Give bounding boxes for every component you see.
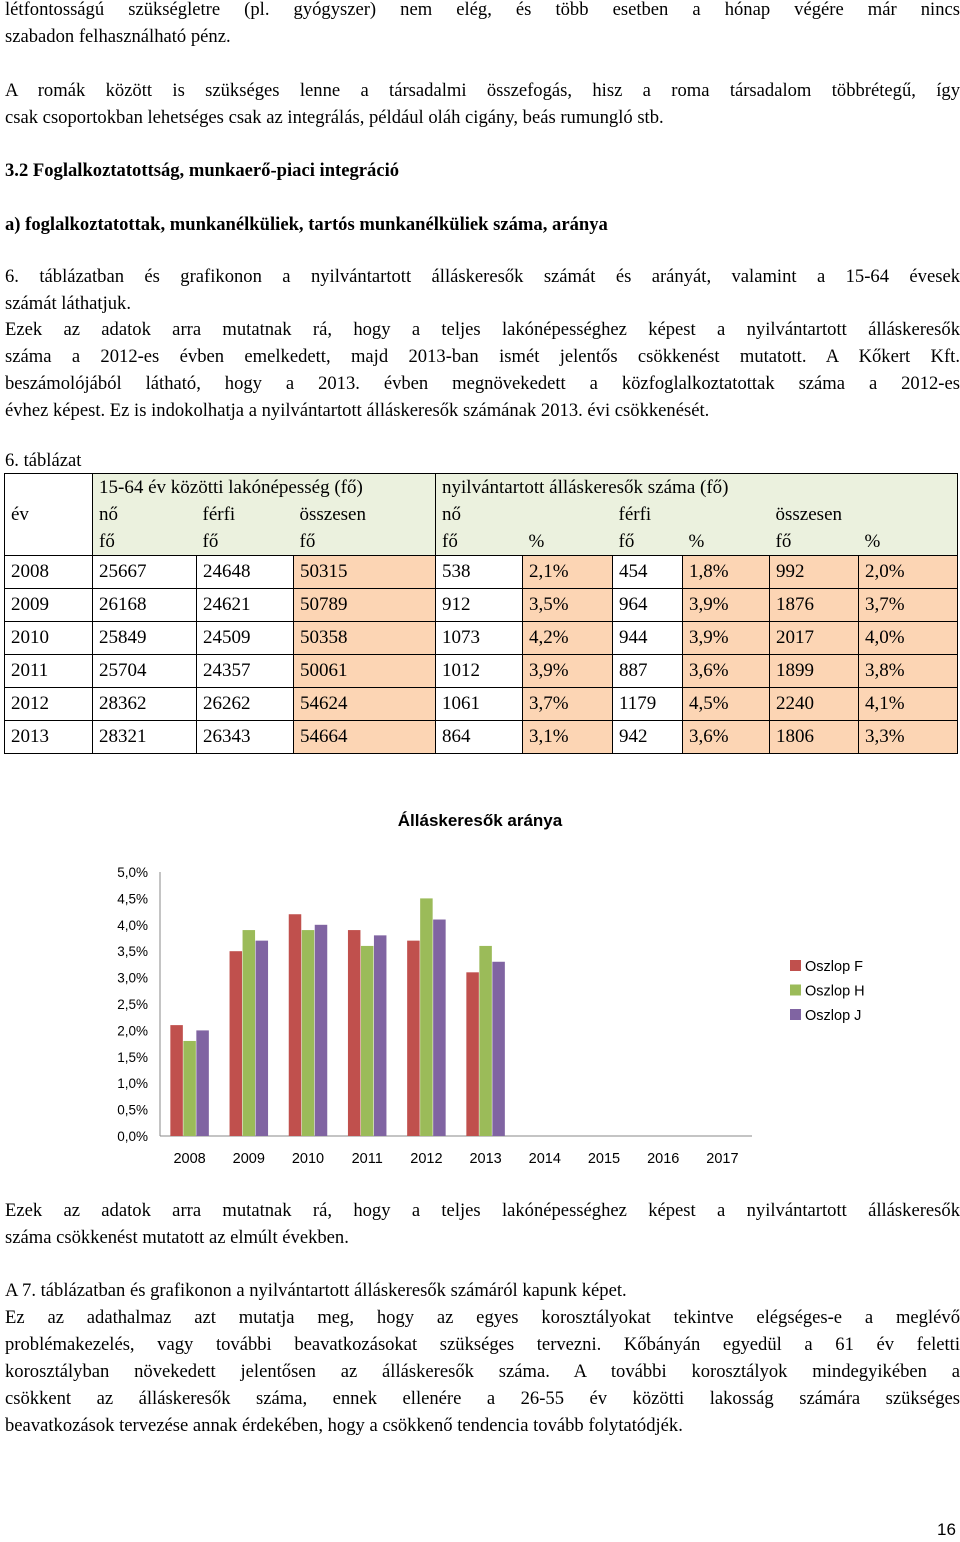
y-tick-label: 3,5%	[117, 944, 148, 960]
y-tick-label: 4,0%	[117, 917, 148, 933]
legend-label: Oszlop H	[805, 983, 865, 1000]
text-line: számát láthatjuk.	[5, 293, 131, 314]
table-cell: 28362	[93, 688, 197, 721]
year-cell: 2012	[5, 688, 93, 721]
subheader-cell: nő	[436, 501, 613, 528]
bar-oszlop-j	[315, 925, 328, 1136]
text-line: beavatkozások tervezése annak érdekében, hogy a csökkenő tendencia tovább folytatódjék.	[5, 1415, 683, 1436]
bar-oszlop-f	[466, 972, 479, 1136]
table-cell: 26343	[197, 721, 294, 754]
table-row	[5, 721, 958, 754]
legend-label: Oszlop J	[805, 1008, 862, 1024]
chart-title: Álláskeresők aránya	[397, 811, 563, 830]
group-population-header: 15-64 év közötti lakónépesség (fő)	[93, 474, 436, 502]
table-cell: 912	[436, 589, 523, 622]
unit-cell: fő	[294, 528, 436, 556]
legend-swatch	[790, 985, 801, 996]
bar-oszlop-f	[348, 930, 361, 1136]
bar-oszlop-f	[230, 951, 243, 1136]
x-tick-label: 2014	[528, 1151, 561, 1167]
table-cell: 4,5%	[683, 688, 770, 721]
table-cell: 3,9%	[683, 622, 770, 655]
table-cell: 4,1%	[859, 688, 958, 721]
bar-oszlop-j	[374, 935, 387, 1136]
text-line: korosztályban növekedett jelentősen az álláskeresők száma. A további korosztályok mindegyikében a	[5, 1361, 960, 1382]
unit-cell: fő	[770, 528, 859, 556]
table-cell: 3,9%	[523, 655, 613, 688]
text-line: beszámolójából látható, hogy a 2013. évben megnövekedett a közfoglalkoztatottak száma a 2012-es	[5, 373, 960, 394]
legend-swatch	[790, 960, 801, 971]
table-cell: 54664	[294, 721, 436, 754]
table-cell: 454	[613, 556, 683, 589]
analysis-paragraph	[5, 316, 960, 424]
x-tick-label: 2009	[232, 1151, 265, 1167]
text-line: létfontosságú szükségletre (pl. gyógyszer) nem elég, és több esetben a hónap végére már nincs	[5, 0, 960, 20]
table-cell: 538	[436, 556, 523, 589]
text-line: Ezek az adatok arra mutatnak rá, hogy a teljes lakónépességhez képest a nyilvántartott álláskeresők	[5, 1200, 960, 1221]
table-cell: 3,8%	[859, 655, 958, 688]
table-cell: 3,1%	[523, 721, 613, 754]
x-tick-label: 2016	[647, 1151, 680, 1167]
bar-oszlop-j	[196, 1030, 209, 1136]
subheader-cell: nő	[93, 501, 197, 528]
y-tick-label: 2,0%	[117, 1023, 148, 1039]
conclusion-paragraph	[5, 1197, 960, 1251]
bar-oszlop-j	[492, 962, 505, 1136]
table-cell: 50061	[294, 655, 436, 688]
table-cell: 24357	[197, 655, 294, 688]
table-cell: 50315	[294, 556, 436, 589]
table-cell: 1899	[770, 655, 859, 688]
unit-cell: fő	[93, 528, 197, 556]
table-cell: 3,6%	[683, 655, 770, 688]
bar-oszlop-h	[420, 898, 433, 1136]
x-tick-label: 2013	[469, 1151, 502, 1167]
table-cell: 864	[436, 721, 523, 754]
table-cell: 25704	[93, 655, 197, 688]
table-cell: 24648	[197, 556, 294, 589]
unit-cell: fő	[613, 528, 683, 556]
bar-oszlop-f	[407, 941, 420, 1136]
table-cell: 28321	[93, 721, 197, 754]
bar-oszlop-j	[256, 941, 268, 1136]
table-cell: 50789	[294, 589, 436, 622]
x-tick-label: 2011	[351, 1151, 383, 1167]
table-cell: 944	[613, 622, 683, 655]
y-tick-label: 3,0%	[117, 970, 148, 986]
x-tick-label: 2012	[410, 1151, 443, 1167]
table-cell: 2240	[770, 688, 859, 721]
subheader-cell: összesen	[770, 501, 958, 528]
bar-oszlop-h	[302, 930, 315, 1136]
table-cell: 3,5%	[523, 589, 613, 622]
age-group-paragraph	[5, 1304, 960, 1439]
x-tick-label: 2017	[706, 1151, 739, 1167]
text-line: 6. táblázatban és grafikonon a nyilvántartott álláskeresők számát és arányát, valamint a 15-64 évesek	[5, 266, 960, 287]
table-cell: 1,8%	[683, 556, 770, 589]
bar-oszlop-f	[289, 914, 302, 1136]
table-cell: 2,1%	[523, 556, 613, 589]
bar-oszlop-j	[433, 920, 446, 1136]
table-row	[5, 655, 958, 688]
table-cell: 942	[613, 721, 683, 754]
subheader-cell: férfi	[197, 501, 294, 528]
text-line: csak csoportokban lehetséges csak az integrálás, például oláh cigány, beás rumungló stb.	[5, 107, 664, 128]
table-row	[5, 622, 958, 655]
table-cell: 1806	[770, 721, 859, 754]
table-cell: 4,0%	[859, 622, 958, 655]
text-line: csökkent az álláskeresők száma, ennek ellenére a 26-55 év közötti lakosság számára szükséges	[5, 1388, 960, 1409]
section-heading: 3.2 Foglalkoztatottság, munkaerő-piaci integráció	[5, 160, 400, 181]
table-cell: 50358	[294, 622, 436, 655]
table-row	[5, 556, 958, 589]
sub-heading: a) foglalkoztatottak, munkanélküliek, tartós munkanélküliek száma, aránya	[5, 214, 608, 235]
text-line: A romák között is szükséges lenne a társadalmi összefogás, hisz a roma társadalom többrétegű, így	[5, 80, 960, 101]
y-tick-label: 1,0%	[117, 1076, 148, 1092]
y-tick-label: 2,5%	[117, 997, 148, 1012]
table-cell: 1012	[436, 655, 523, 688]
text-line: problémakezelés, vagy további beavatkozásokat szükséges tervezni. Kőbányán egyedül a 61 év feletti	[5, 1334, 960, 1355]
table-cell: 3,3%	[859, 721, 958, 754]
text-line: A 7. táblázatban és grafikonon a nyilvántartott álláskeresők számáról kapunk képet.	[5, 1280, 627, 1301]
x-tick-label: 2015	[587, 1151, 621, 1167]
unit-cell: %	[683, 528, 770, 556]
table-cell: 1179	[613, 688, 683, 721]
page-number: 16	[937, 1520, 956, 1539]
table-cell: 2,0%	[859, 556, 958, 589]
y-tick-label: 1,5%	[117, 1049, 148, 1065]
table-cell: 25849	[93, 622, 197, 655]
table-cell: 24621	[197, 589, 294, 622]
year-cell: 2010	[5, 622, 93, 655]
table-cell: 992	[770, 556, 859, 589]
table-cell: 1061	[436, 688, 523, 721]
table-row	[5, 688, 958, 721]
y-tick-label: 5,0%	[117, 865, 148, 880]
table7-intro-paragraph	[5, 1277, 960, 1304]
subheader-cell: összesen	[294, 501, 436, 528]
unit-cell: fő	[436, 528, 523, 556]
legend-label: Oszlop F	[805, 959, 864, 975]
unit-cell: %	[523, 528, 613, 556]
jobseekers-table	[4, 473, 958, 754]
subheader-cell: férfi	[613, 501, 770, 528]
table-cell: 26168	[93, 589, 197, 622]
table-cell: 2017	[770, 622, 859, 655]
bar-oszlop-h	[361, 946, 374, 1136]
intro-paragraph	[5, 0, 960, 50]
table-cell: 3,9%	[683, 589, 770, 622]
x-tick-label: 2010	[291, 1151, 325, 1167]
table-cell: 964	[613, 589, 683, 622]
y-tick-label: 0,5%	[117, 1102, 148, 1118]
y-tick-label: 0,0%	[117, 1129, 148, 1144]
unit-cell: %	[859, 528, 958, 556]
table-cell: 1073	[436, 622, 523, 655]
text-line: Ez az adathalmaz azt mutatja meg, hogy az egyes korosztályokat tekintve elégséges-e a meglévő	[5, 1307, 960, 1328]
table-cell: 3,6%	[683, 721, 770, 754]
roma-paragraph	[5, 77, 960, 131]
text-line: évhez képest. Ez is indokolhatja a nyilvántartott álláskeresők számának 2013. évi csökkenését.	[5, 400, 710, 421]
table-caption: 6. táblázat	[5, 450, 82, 471]
table-intro-paragraph	[5, 263, 960, 317]
table-cell: 4,2%	[523, 622, 613, 655]
jobseekers-ratio-chart	[0, 800, 960, 1180]
text-line: szabadon felhasználható pénz.	[5, 26, 231, 47]
bar-oszlop-h	[243, 930, 256, 1136]
text-line: Ezek az adatok arra mutatnak rá, hogy a teljes lakónépességhez képest a nyilvántartott álláskeresők	[5, 319, 960, 340]
bar-oszlop-h	[479, 946, 492, 1136]
col-year-header: év	[5, 474, 93, 556]
year-cell: 2013	[5, 721, 93, 754]
group-jobseekers-header: nyilvántartott álláskeresők száma (fő)	[436, 474, 958, 502]
table-cell: 26262	[197, 688, 294, 721]
bar-oszlop-f	[170, 1025, 183, 1136]
table-cell: 54624	[294, 688, 436, 721]
x-tick-label: 2008	[173, 1151, 206, 1167]
year-cell: 2009	[5, 589, 93, 622]
text-line: száma a 2012-es évben emelkedett, majd 2013-ban ismét jelentős csökkenést mutatott. A Kőkert Kft.	[5, 346, 960, 367]
year-cell: 2008	[5, 556, 93, 589]
table-cell: 25667	[93, 556, 197, 589]
table-row	[5, 589, 958, 622]
table-cell: 1876	[770, 589, 859, 622]
table-cell: 24509	[197, 622, 294, 655]
legend-swatch	[790, 1009, 801, 1020]
year-cell: 2011	[5, 655, 93, 688]
unit-cell: fő	[197, 528, 294, 556]
y-tick-label: 4,5%	[117, 891, 148, 907]
table-cell: 3,7%	[523, 688, 613, 721]
table-cell: 3,7%	[859, 589, 958, 622]
text-line: száma csökkenést mutatott az elmúlt években.	[5, 1227, 349, 1248]
table-cell: 887	[613, 655, 683, 688]
bar-oszlop-h	[183, 1041, 196, 1136]
